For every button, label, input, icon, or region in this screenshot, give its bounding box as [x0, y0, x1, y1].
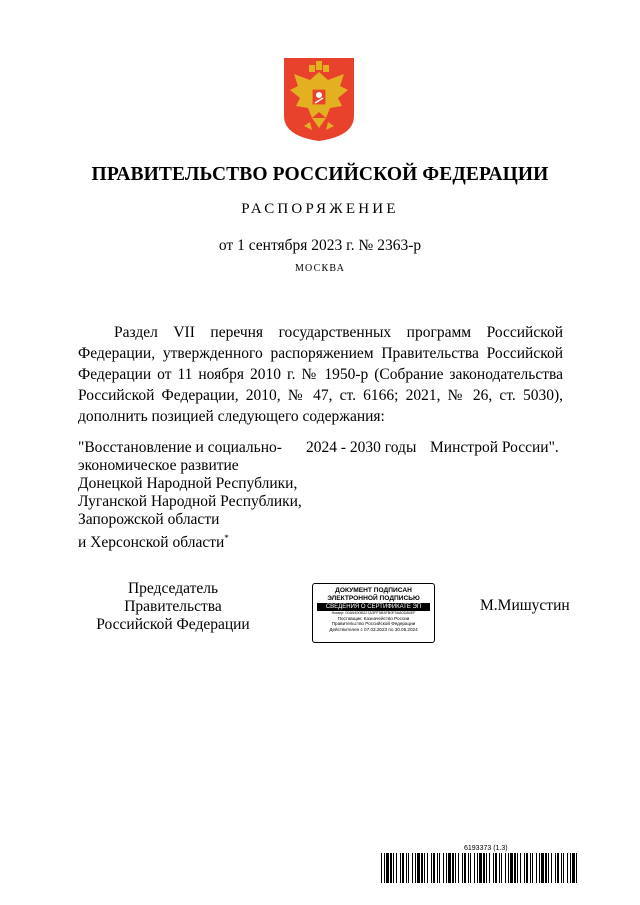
- barcode-bar: [477, 853, 478, 883]
- coat-of-arms-icon: [282, 56, 356, 142]
- barcode-bar: [400, 853, 401, 883]
- barcode-bar: [479, 853, 482, 883]
- barcode-bar: [421, 853, 423, 883]
- signer-name: М.Мишустин: [480, 597, 570, 614]
- barcode-bar: [576, 853, 577, 883]
- barcode-bar: [483, 853, 485, 883]
- barcode-bar: [499, 853, 500, 883]
- barcode-bar: [446, 853, 447, 883]
- barcode-bar: [514, 853, 516, 883]
- barcode: [381, 853, 577, 883]
- program-name: [78, 439, 308, 552]
- barcode-bar: [474, 853, 475, 883]
- barcode-bar: [439, 853, 440, 883]
- barcode-bar: [393, 853, 394, 883]
- barcode-bar: [539, 853, 540, 883]
- document-type: РАСПОРЯЖЕНИЕ: [241, 201, 399, 217]
- barcode-bar: [505, 853, 506, 883]
- stamp-serial: Номер: 00A9490B227A3FF5B3FB0F06A0D86EF: [331, 611, 416, 615]
- program-line-text: и Херсонской области: [78, 534, 225, 552]
- date-number: от 1 сентября 2023 г. № 2363-р: [218, 237, 422, 254]
- signer-position: [78, 580, 268, 634]
- barcode-bar: [437, 853, 438, 883]
- barcode-bar: [415, 853, 416, 883]
- barcode-bar: [551, 853, 552, 883]
- program-line: Запорожской области: [78, 511, 220, 528]
- barcode-bar: [545, 853, 547, 883]
- barcode-bar: [431, 853, 432, 883]
- barcode-bar: [452, 853, 454, 883]
- barcode-bar: [517, 853, 518, 883]
- program-line: Донецкой Народной Республики,: [78, 475, 298, 492]
- barcode-bar: [561, 853, 562, 883]
- barcode-number: 6193373 (1.3): [464, 845, 508, 852]
- barcode-bar: [489, 853, 490, 883]
- barcode-bar: [433, 853, 435, 883]
- barcode-bar: [408, 853, 409, 883]
- barcode-bar: [501, 853, 502, 883]
- position-line: Председатель Правительства: [124, 580, 222, 615]
- paragraph-text: Раздел VII перечня государственных программ Российской Федерации, утвержденного распоряжением Правительства Российской Федерации от 11 ноября 2010 г. № 1950-р (Собрание законодательства Российской Федерации, 2010, № 47, ст. 6166; 2021, № 26, ст. 5030), дополнить позицией следующего содержания:: [78, 324, 563, 425]
- barcode-bar: [455, 853, 456, 883]
- barcode-bar: [567, 853, 568, 883]
- program-line: экономическое развитие: [78, 457, 239, 474]
- barcode-bar: [470, 853, 471, 883]
- page-title: ПРАВИТЕЛЬСТВО РОССИЙСКОЙ ФЕДЕРАЦИИ: [91, 164, 549, 185]
- barcode-bar: [386, 853, 389, 883]
- barcode-bar: [468, 853, 469, 883]
- city: МОСКВА: [294, 263, 346, 274]
- barcode-bar: [443, 853, 444, 883]
- barcode-bar: [541, 853, 544, 883]
- barcode-bar: [524, 853, 525, 883]
- barcode-bar: [486, 853, 487, 883]
- barcode-bar: [563, 853, 564, 883]
- barcode-bar: [427, 853, 428, 883]
- barcode-bar: [570, 853, 571, 883]
- barcode-bar: [464, 853, 466, 883]
- main-paragraph: [78, 322, 563, 427]
- barcode-bar: [495, 853, 497, 883]
- barcode-bar: [448, 853, 451, 883]
- barcode-bar: [462, 853, 463, 883]
- barcode-bar: [510, 853, 513, 883]
- program-ministry: Минстрой России".: [430, 439, 559, 456]
- program-years: 2024 - 2030 годы: [306, 439, 417, 456]
- barcode-bar: [458, 853, 459, 883]
- barcode-bar: [572, 853, 575, 883]
- barcode-bar: [384, 853, 385, 883]
- stamp-owner: Правительство Российской Федерации: [331, 621, 416, 627]
- barcode-bar: [417, 853, 420, 883]
- stamp-validity: Действителен с 07.03.2023 по 30.05.2024: [329, 626, 418, 632]
- footnote-asterisk: *: [224, 533, 229, 543]
- barcode-bar: [520, 853, 521, 883]
- program-line: "Восстановление и социально-: [78, 439, 282, 456]
- barcode-bar: [390, 853, 392, 883]
- barcode-bar: [406, 853, 407, 883]
- barcode-bar: [526, 853, 528, 883]
- barcode-bar: [557, 853, 559, 883]
- barcode-bar: [493, 853, 494, 883]
- barcode-bar: [536, 853, 537, 883]
- barcode-bar: [532, 853, 533, 883]
- barcode-bar: [412, 853, 413, 883]
- barcode-bar: [381, 853, 382, 883]
- barcode-bar: [424, 853, 425, 883]
- barcode-bar: [396, 853, 397, 883]
- barcode-bar: [548, 853, 549, 883]
- barcode-bar: [402, 853, 404, 883]
- stamp-line: ДОКУМЕНТ ПОДПИСАН: [335, 587, 412, 594]
- barcode-bar: [530, 853, 531, 883]
- e-signature-stamp: [312, 583, 435, 643]
- position-line: Российской Федерации: [96, 616, 250, 633]
- barcode-bar: [508, 853, 509, 883]
- stamp-line: ЭЛЕКТРОННОЙ ПОДПИСЬЮ: [327, 594, 420, 602]
- stamp-certificate-header: СВЕДЕНИЯ О СЕРТИФИКАТЕ ЭП: [317, 603, 430, 611]
- program-line: Луганской Народной Республики,: [78, 493, 302, 510]
- stamp-issuer: Поставщик: Казначейство России: [337, 616, 410, 621]
- program-line: [78, 529, 308, 552]
- barcode-bar: [555, 853, 556, 883]
